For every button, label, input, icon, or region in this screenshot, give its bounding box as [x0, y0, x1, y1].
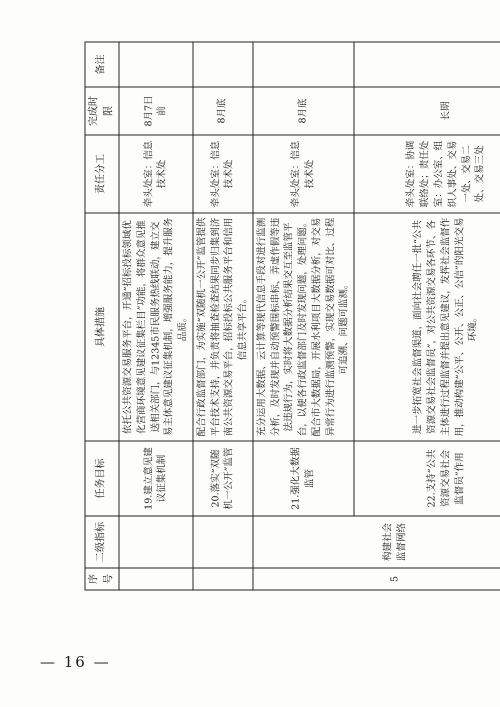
row-22-responsibility: 牵头处室：协调联络处；责任处室：办公室、组织人事处、交易一处、交易二处、交易三处: [354, 135, 500, 213]
row-19-task: 19.建立意见建议征集机制: [119, 441, 193, 516]
row-22-task: 22.支持“公共资源交易社会监督员”作用: [354, 441, 500, 516]
table-row-21: [253, 42, 354, 590]
row-21-task: 21.强化大数据监管: [253, 441, 354, 516]
row-19-secondary-indicator: [119, 516, 193, 568]
row-19-responsibility: 牵头处室：信息技术处: [119, 135, 193, 213]
group-secondary-indicator: 构建社会监督网络: [253, 516, 500, 568]
row-21-measure: 充分运用大数据、云计算等现代信息手段对进行监测分析，及时发现并自动预警围标串标、弄虚作假等违法违规行为，实时将大数据分析结果交互至监管平台，以便各行政监督部门及时发现问题，处理问题。配合市大数据局，开展水利项目大数据分析，对交易异常行为进行监测预警，实现交易数据可对比、过程可追溯、问题可监测。: [253, 213, 354, 441]
row-20-deadline: 8月底: [193, 87, 253, 135]
task-table-rotated: [85, 42, 490, 590]
row-20-responsibility: 牵头处室：信息技术处: [193, 135, 253, 213]
header-index: 序号: [85, 568, 119, 590]
header-task-goal: 任务目标: [85, 441, 119, 516]
row-19-deadline: 8月7日前: [119, 87, 193, 135]
row-20-remarks: [193, 42, 253, 87]
row-22-remarks: [354, 42, 500, 87]
task-table: [85, 41, 500, 590]
header-secondary-indicator: 二级指标: [85, 516, 119, 568]
row-19-index: [119, 568, 193, 590]
header-deadline: 完成时限: [85, 87, 119, 135]
row-21-remarks: [253, 42, 354, 87]
row-20-measure: 配合行政监督部门，为实施“双随机一公开”监管提供平台技术支持，并负责将抽查检查结果同步归集到济南公共资源交易平台，招标投标公共服务平台和信用信息共享平台。: [193, 213, 253, 441]
row-19-remarks: [119, 42, 193, 87]
row-20-task: 20.落实“双随机一公开”监管: [193, 441, 253, 516]
row-21-responsibility: 牵头处室：信息技术处: [253, 135, 354, 213]
header-remarks: 备注: [85, 42, 119, 87]
header-measures: 具体措施: [85, 213, 119, 441]
row-19-measure: 依托公共资源交易服务平台，开通“招标投标领域优化营商环境意见建议征集栏目”功能，将群众意见推送相关部门，与12345市民服务热线联动，建立交易主体意见建议征集机制，增强服务能力，提升服务品质。: [119, 213, 193, 441]
group-index: 5: [253, 568, 500, 590]
row-22-deadline: 长期: [354, 87, 500, 135]
table-row-22: [354, 42, 500, 590]
header-row: [85, 42, 119, 590]
row-22-measure: 进一步拓宽社会监督渠道，面向社会聘任一批“公共资源交易社会监督员”，对公共资源交易各环节、各主体进行过程监督并提出意见建议，发挥社会监督作用，推动构建“公平、公开、公正、公信”的阳光交易环境。: [354, 213, 500, 441]
header-responsibility: 责任分工: [85, 135, 119, 213]
page-number: — 16 —: [40, 653, 111, 671]
row-20-index: [193, 568, 253, 590]
row-21-deadline: 8月底: [253, 87, 354, 135]
row-20-secondary-indicator: [193, 516, 253, 568]
table-row-19: [119, 42, 193, 590]
table-row-20: [193, 42, 253, 590]
